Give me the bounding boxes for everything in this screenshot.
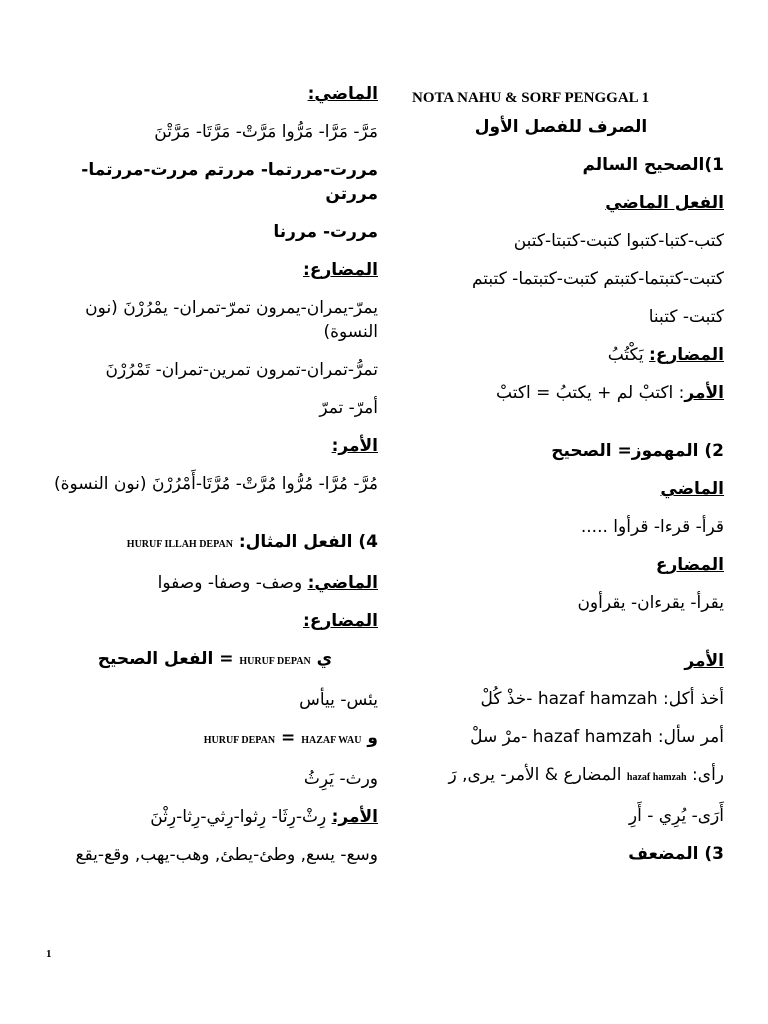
rule-equals: = [275,728,302,748]
section4-madhi-label: الماضي: [307,573,378,593]
right-column [398,82,724,880]
section3-heading: 3) المضعف [628,844,724,864]
section2-amr-line [398,763,724,790]
mudari-line: يمرّ-يمران-يمرون تمرّ-تمران- يمْرُرْنَ (نون النسوة) [85,298,378,342]
document-subtitle: الصرف للفصل الأول [474,117,648,137]
section4-example: يئس- ييأس [299,690,378,710]
rule-result: = الفعل الصحيح [97,649,240,669]
mudari-label: المضارع: [649,345,724,365]
section1-line: كتبت-كتبتما-كتبتم كتبت-كتبتما- كتبتم [471,269,724,289]
section2-mudari-value: يقرأ- يقرءان- يقرأون [577,593,724,613]
section1-heading: 1)الصحيح السالم [582,155,724,175]
section4-heading-text: 4) الفعل المثال: [238,532,378,552]
rule-result-note: HAZAF WAU [301,735,362,746]
section1-amr [398,381,724,405]
raa-rest: المضارع & الأمر- يرى, رَ [448,765,627,785]
amr-label: الأمر: [331,436,378,456]
mudari-line: أمرّ- تمرّ [319,398,378,418]
amr-label: الأمر [684,383,724,403]
madhi-line: مررت- مررنا [273,222,378,242]
section2-amr-line: أَرَى- يُرِي - أَرِ [628,806,724,826]
page-number: 1 [46,948,52,960]
section2-heading: 2) المهموز= الصحيح [551,441,724,461]
section2-amr-label: الأمر [684,651,724,671]
section2-amr-line: أمر سأل: hazaf hamzah -مرْ سلْ [470,727,724,747]
rule-letter: و [361,728,378,748]
section2-madhi-value: قرأ- قرءا- قرأوا ..... [580,517,724,537]
section4-example: وسع- يسع, وطئ-يطئ, وهب-يهب, وقع-يقع [75,845,378,865]
hazaf-note: hazaf hamzah [626,772,687,783]
rule-note: HURUF DEPAN [239,656,311,667]
amr-value: : اكتبْ لم + يكتبُ = اكتبْ [496,383,685,403]
mudari-label: المضارع: [303,260,378,280]
madhi-line: مَرَّ- مَرَّا- مَرُّوا مَرَّتْ- مَرَّتَا- مَرَّتْنَ [154,122,378,142]
section4-rule [52,647,378,674]
section4-heading [52,530,378,557]
section1-line: كتبت- كتبنا [648,307,724,327]
section4-example: ورث- يَرِثُ [303,769,378,789]
section2-mudari-label: المضارع [655,555,724,575]
section4-madhi [52,571,378,595]
section4-amr [52,805,378,829]
raa-word: رأى: [686,765,724,785]
rule-letter: ي [310,649,333,669]
section4-amr-value: رِثْ-رِثَا- رِثوا-رِثي-رِثا-رِثْنَ [150,807,332,827]
mudari-value: يَكْتُبُ [607,345,650,365]
section4-heading-note: HURUF ILLAH DEPAN [126,539,233,550]
document-title: NOTA NAHU & SORF PENGGAL 1 [412,90,650,106]
madhi-line: مررت-مررتما- مررتم مررت-مررتما- مررتن [81,160,378,204]
section2-amr-line: أخذ أكل: hazaf hamzah -خذْ كُلْ [480,689,724,709]
rule-note: HURUF DEPAN [203,735,276,746]
section4-mudari-label: المضارع: [303,611,378,631]
section1-madhi-label: الفعل الماضي [605,193,724,213]
amr-line: مُرَّ- مُرَّا- مُرُّوا مُرَّتْ- مُرَّتَا-أَمْرُرْنَ (نون النسوة) [53,474,378,494]
section4-madhi-value: وصف- وصفا- وصفوا [157,573,308,593]
mudari-line: تمرُّ-تمران-تمرون تمرين-تمران- تَمْرُرْنَ [105,360,378,380]
madhi-label: الماضي: [307,84,378,104]
section1-line: كتب-كتبا-كتبوا كتبت-كتبتا-كتبن [513,231,724,251]
left-column [52,82,378,881]
section1-mudari [398,343,724,367]
section4-rule [52,726,378,753]
section4-amr-label: الأمر: [331,807,378,827]
section2-madhi-label: الماضي [660,479,724,499]
